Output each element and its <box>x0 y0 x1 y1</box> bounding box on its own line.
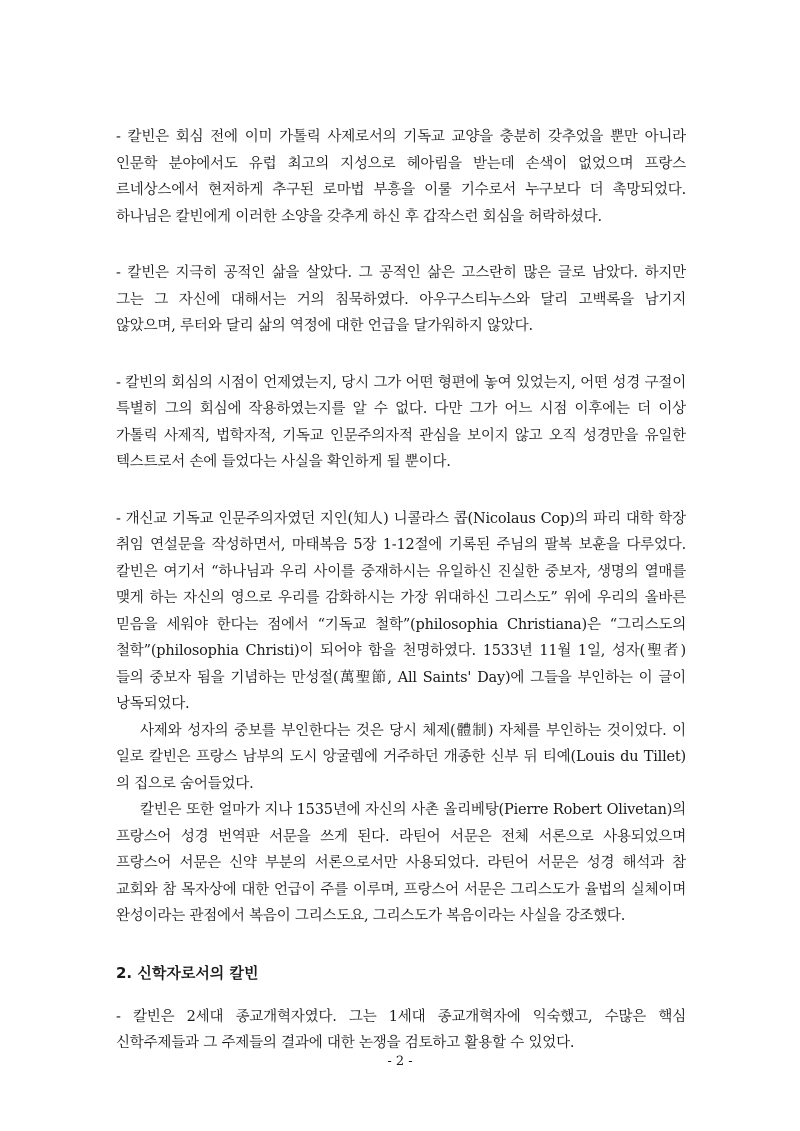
page-number: - 2 - <box>387 1054 413 1069</box>
paragraph-olivetan-preface: 칼빈은 또한 얼마가 지나 1535년에 자신의 사촌 올리베탕(Pierre Robert Olivetan)의 프랑스어 성경 번역판 서문을 쓰게 된다. 라틴어 서문은 전체 서론으로 사용되었으며 프랑스어 서문은 신약 부분의 서론으로서만 사용되었다. 라틴어 서문은 성경 해석과 참 교회와 참 목자상에 대한 언급이 주를 이루며, 프랑스어 서문은 그리스도가 율법의 실체이며 완성이라는 관점에서 복음이 그리스도요, 그리스도가 복음이라는 사실을 강조했다. <box>116 802 686 924</box>
document-body <box>116 124 686 1057</box>
paragraph-denial-of-intercession: 사제와 성자의 중보를 부인한다는 것은 당시 체제(體制) 자체를 부인하는 것이었다. 이 일로 칼빈은 프랑스 남부의 도시 앙굴렘에 거주하던 개종한 신부 뒤 티예(Louis du Tillet)의 집으로 숨어들었다. <box>116 722 686 792</box>
paragraph-cop-address: - 개신교 기독교 인문주의자였던 지인(知人) 니콜라스 콥(Nicolaus Cop)의 파리 대학 학장 취임 연설문을 작성하면서, 마태복음 5장 1-12절에 기록된 주님의 팔복 보훈을 다루었다. 칼빈은 여기서 “하나님과 우리 사이를 중재하시는 유일하신 진실한 중보자, 생명의 열매를 맺게 하는 자신의 영으로 우리를 감화하시는 가장 위대하신 그리스도” 위에 우리의 올바른 믿음을 세워야 한다는 점에서 “기독교 철학”(philosophia Christiana)은 “그리스도의 철학”(philosophia Christi)이 되어야 함을 천명하였다. 1533년 11월 1일, 성자(聖者)들의 중보자 됨을 기념하는 만성절(萬聖節, All Saints' Day)에 그들을 부인하는 이 글이 낭독되었다. <box>116 510 686 712</box>
paragraph-conversion-timing: - 칼빈의 회심의 시점이 언제였는지, 당시 그가 어떤 형편에 놓여 있었는지, 어떤 성경 구절이 특별히 그의 회심에 작용하였는지를 알 수 없다. 다만 그가 어느 시점 이후에는 더 이상 가톨릭 사제직, 법학자적, 기독교 인문주의자적 관심을 보이지 않고 오직 성경만을 유일한 텍스트로서 손에 들었다는 사실을 확인하게 될 뿐이다. <box>116 374 686 470</box>
paragraph-prior-education: - 칼빈은 회심 전에 이미 가톨릭 사제로서의 기독교 교양을 충분히 갖추었을 뿐만 아니라 인문학 분야에서도 유럽 최고의 지성으로 헤아림을 받는데 손색이 없었으며 프랑스 르네상스에서 현저하게 추구된 로마법 부흥을 이룰 기수로서 누구보다 더 촉망되었다. 하나님은 칼빈에게 이러한 소양을 갖추게 하신 후 갑작스런 회심을 허락하셨다. <box>116 129 686 225</box>
paragraph-second-generation: - 칼빈은 2세대 종교개혁자였다. 그는 1세대 종교개혁자에 익숙했고, 수많은 핵심 신학주제들과 그 주제들의 결과에 대한 논쟁을 검토하고 활용할 수 있었다. <box>116 1008 686 1051</box>
section-heading: 2. 신학자로서의 칼빈 <box>116 963 259 982</box>
paragraph-public-life: - 칼빈은 지극히 공적인 삶을 살았다. 그 공적인 삶은 고스란히 많은 글로 남았다. 하지만 그는 그 자신에 대해서는 거의 침묵하였다. 아우구스티누스와 달리 고백록을 남기지 않았으며, 루터와 달리 삶의 역정에 대한 언급을 달가워하지 않았다. <box>116 265 686 334</box>
